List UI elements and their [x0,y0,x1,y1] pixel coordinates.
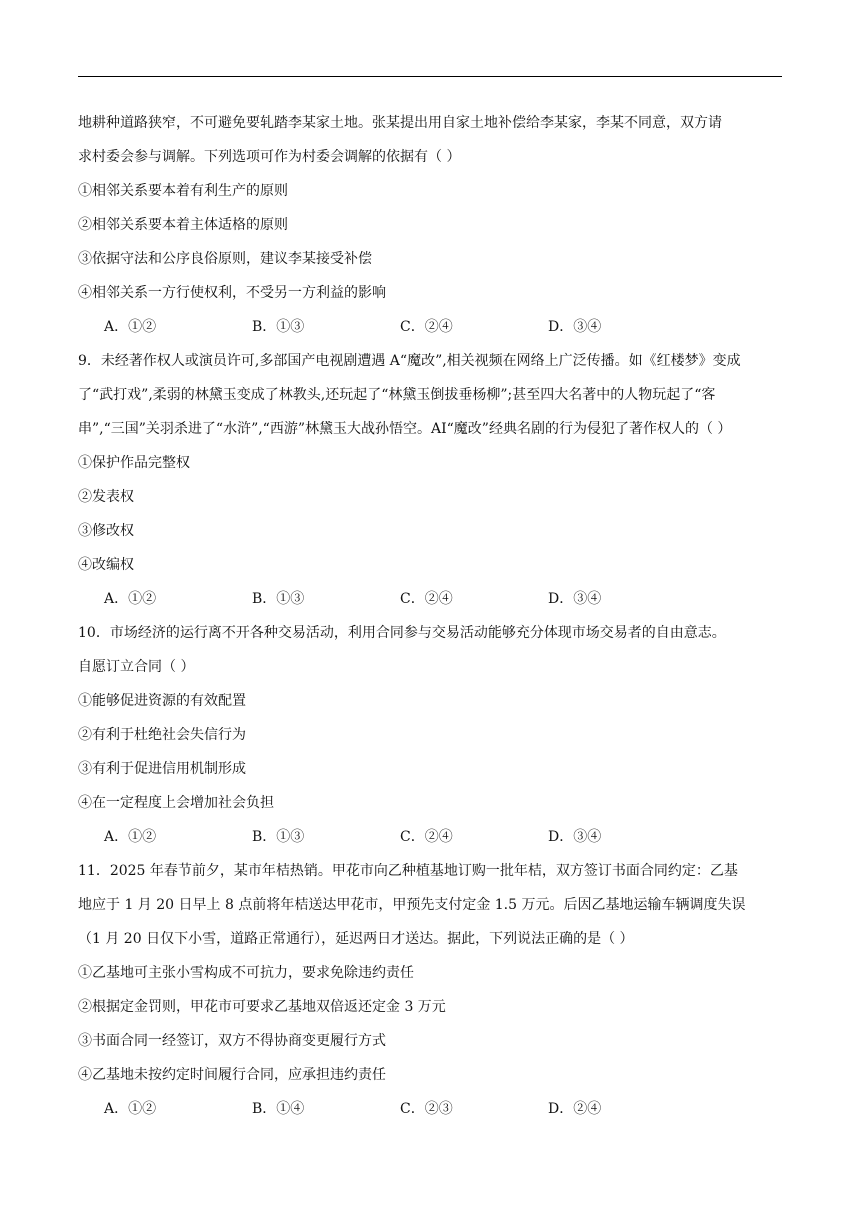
question-stem-line: 串”,“三国”关羽杀进了“水浒”,“西游”林黛玉大战孙悟空。AI“魔改”经典名剧的行为侵犯了著作权人的（ ） [78,421,732,437]
answer-choice-c: C．②④ [400,829,453,845]
question-option: ②发表权 [78,489,134,505]
answer-choice-d: D．③④ [548,829,602,845]
question-block [78,616,782,854]
question-option: ①相邻关系要本着有利生产的原则 [78,183,288,199]
question-block [78,344,782,616]
answer-choice-a: A．①② [104,1101,157,1117]
answer-choice-d: D．③④ [548,591,602,607]
answer-choice-a: A．①② [104,319,157,335]
question-option: ④相邻关系一方行使权利，不受另一方利益的影响 [78,285,386,301]
question-option: ③修改权 [78,523,134,539]
answer-choices [78,582,782,616]
question-option: ④乙基地未按约定时间履行合同，应承担违约责任 [78,1067,386,1083]
question-stem-line: 自愿订立合同（ ） [78,659,195,675]
question-option: ①能够促进资源的有效配置 [78,693,246,709]
answer-choice-c: C．②③ [400,1101,453,1117]
question-block [78,106,782,344]
question-option: ③书面合同一经签订，双方不得协商变更履行方式 [78,1033,386,1049]
question-option: ④在一定程度上会增加社会负担 [78,795,274,811]
question-stem-line: 地耕种道路狭窄，不可避免要轧踏李某家土地。张某提出用自家土地补偿给李某家，李某不同意，双方请 [78,115,722,131]
question-option: ④改编权 [78,557,134,573]
answer-choice-b: B．①③ [252,591,305,607]
question-option: ②有利于杜绝社会失信行为 [78,727,246,743]
answer-choice-c: C．②④ [400,591,453,607]
answer-choices [78,820,782,854]
answer-choice-b: B．①④ [252,1101,305,1117]
answer-choice-b: B．①③ [252,829,305,845]
header-rule [78,76,782,77]
question-stem-line: 10．市场经济的运行离不开各种交易活动，利用合同参与交易活动能够充分体现市场交易者的自由意志。 [78,625,726,641]
answer-choices [78,1092,782,1126]
question-option: ②根据定金罚则，甲花市可要求乙基地双倍返还定金 3 万元 [78,999,446,1015]
question-option: ③依据守法和公序良俗原则，建议李某接受补偿 [78,251,372,267]
answer-choice-a: A．①② [104,829,157,845]
question-stem-line: 地应于 1 月 20 日早上 8 点前将年桔送达甲花市，甲预先支付定金 1.5 万元。后因乙基地运输车辆调度失误 [78,897,746,913]
answer-choice-a: A．①② [104,591,157,607]
answer-choice-b: B．①③ [252,319,305,335]
question-option: ②相邻关系要本着主体适格的原则 [78,217,288,233]
answer-choice-c: C．②④ [400,319,453,335]
question-stem-line: 9．未经著作权人或演员许可,多部国产电视剧遭遇 A“魔改”,相关视频在网络上广泛传播。如《红楼梦》变成 [78,353,741,369]
question-option: ③有利于促进信用机制形成 [78,761,246,777]
question-stem-line: 了“武打戏”,柔弱的林黛玉变成了林教头,还玩起了“林黛玉倒拔垂杨柳”;甚至四大名著中的人物玩起了“客 [78,387,716,403]
answer-choice-d: D．②④ [548,1101,602,1117]
answer-choice-d: D．③④ [548,319,602,335]
question-option: ①乙基地可主张小雪构成不可抗力，要求免除违约责任 [78,965,414,981]
question-stem-line: 求村委会参与调解。下列选项可作为村委会调解的依据有（ ） [78,149,461,165]
questions-content [78,106,782,1126]
question-stem-line: 11．2025 年春节前夕，某市年桔热销。甲花市向乙种植基地订购一批年桔，双方签订书面合同约定：乙基 [78,863,738,879]
question-block [78,854,782,1126]
question-option: ①保护作品完整权 [78,455,190,471]
answer-choices [78,310,782,344]
question-stem-line: （1 月 20 日仅下小雪，道路正常通行），延迟两日才送达。据此，下列说法正确的是（ ） [78,931,634,947]
